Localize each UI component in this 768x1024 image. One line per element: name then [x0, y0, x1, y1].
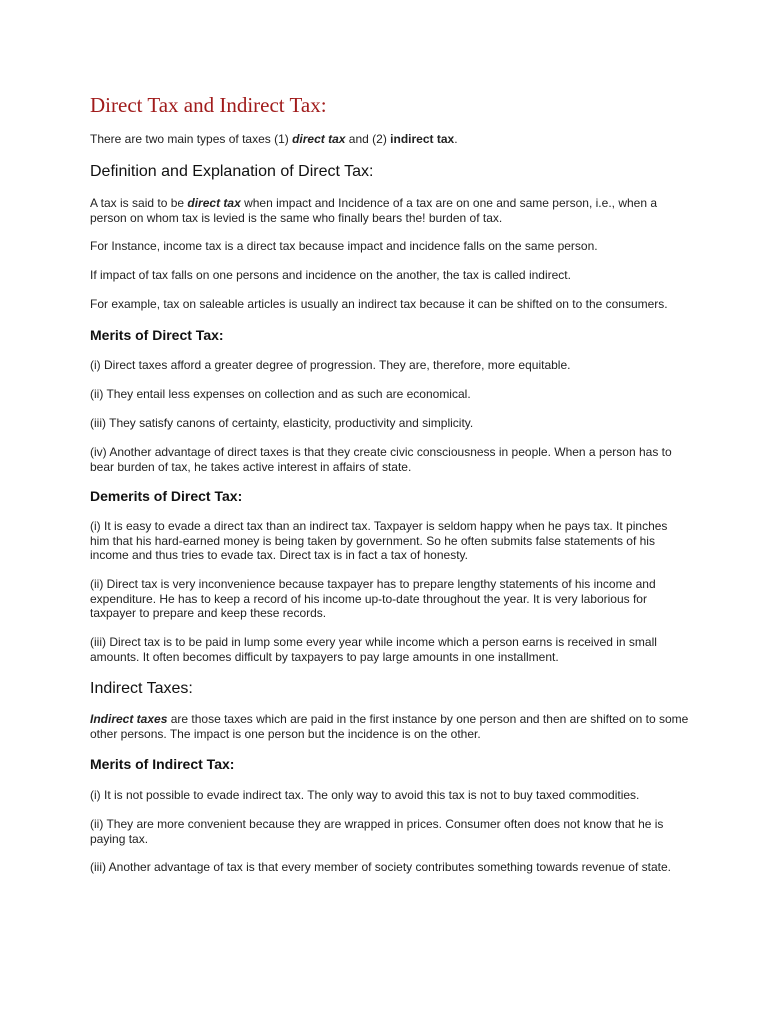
- intro-text-middle: and (2): [345, 132, 391, 146]
- indirect-taxes-heading: Indirect Taxes:: [90, 680, 193, 697]
- page-title: Direct Tax and Indirect Tax:: [90, 93, 327, 117]
- intro-text-end: .: [454, 132, 458, 146]
- intro-paragraph: [90, 132, 690, 147]
- demerits-direct-item: (ii) Direct tax is very inconvenience because taxpayer has to prepare lengthy statements of his income and expenditure. He has to keep a record of his income up-to-date throughout the year. It is very laborious for taxpayer to prepare and keep these records.: [90, 577, 656, 620]
- merits-indirect-item: (iii) Another advantage of tax is that every member of society contributes something towards revenue of state.: [90, 860, 671, 874]
- merits-direct-item: (i) Direct taxes afford a greater degree of progression. They are, therefore, more equitable.: [90, 358, 571, 372]
- merits-direct-item: (ii) They entail less expenses on collection and as such are economical.: [90, 387, 471, 401]
- demerits-direct-item: (iii) Direct tax is to be paid in lump some every year while income which a person earns is received in small amounts. It often becomes difficult by taxpayers to pay large amounts in one installment.: [90, 635, 657, 664]
- intro-indirect-tax-term: indirect tax: [390, 132, 455, 146]
- merits-direct-item: (iv) Another advantage of direct taxes is that they create civic consciousness in people. When a person has to bear burden of tax, he takes active interest in affairs of state.: [90, 445, 672, 474]
- def-p1-direct-tax-term: direct tax: [187, 196, 241, 210]
- def-p1-text-end: when impact and Incidence of a tax are on one and same person, i.e., when a person on whom tax is levied is the same who finally bears the! burden of tax.: [90, 196, 658, 225]
- indirect-taxes-paragraph: [90, 712, 690, 741]
- definition-paragraph-4: For example, tax on saleable articles is usually an indirect tax because it can be shifted on to the consumers.: [90, 297, 668, 311]
- merits-indirect-item: (i) It is not possible to evade indirect tax. The only way to avoid this tax is not to buy taxed commodities.: [90, 788, 640, 802]
- definition-heading: Definition and Explanation of Direct Tax:: [90, 163, 374, 180]
- indirect-taxes-term: Indirect taxes: [90, 712, 168, 726]
- indirect-taxes-text: are those taxes which are paid in the first instance by one person and then are shifted on to some other persons. The impact is one person but the incidence is on the other.: [90, 712, 689, 741]
- merits-direct-item: (iii) They satisfy canons of certainty, elasticity, productivity and simplicity.: [90, 416, 474, 430]
- merits-direct-heading: Merits of Direct Tax:: [90, 327, 224, 343]
- definition-paragraph-3: If impact of tax falls on one persons and incidence on the another, the tax is called indirect.: [90, 268, 571, 282]
- merits-indirect-heading: Merits of Indirect Tax:: [90, 756, 235, 772]
- def-p1-text-start: A tax is said to be: [90, 196, 188, 210]
- merits-indirect-item: (ii) They are more convenient because they are wrapped in prices. Consumer often does not know that he is paying tax.: [90, 817, 664, 846]
- intro-text-start: There are two main types of taxes (1): [90, 132, 293, 146]
- demerits-direct-item: (i) It is easy to evade a direct tax than an indirect tax. Taxpayer is seldom happy when he pays tax. It pinches him that his hard-earned money is being taken by government. So he often submits false statements of his income and thus tries to evade tax. Direct tax is in fact a tax of honesty.: [90, 519, 668, 562]
- intro-direct-tax-term: direct tax: [292, 132, 346, 146]
- demerits-direct-heading: Demerits of Direct Tax:: [90, 488, 243, 504]
- definition-paragraph-1: [90, 196, 690, 225]
- definition-paragraph-2: For Instance, income tax is a direct tax because impact and incidence falls on the same person.: [90, 239, 598, 253]
